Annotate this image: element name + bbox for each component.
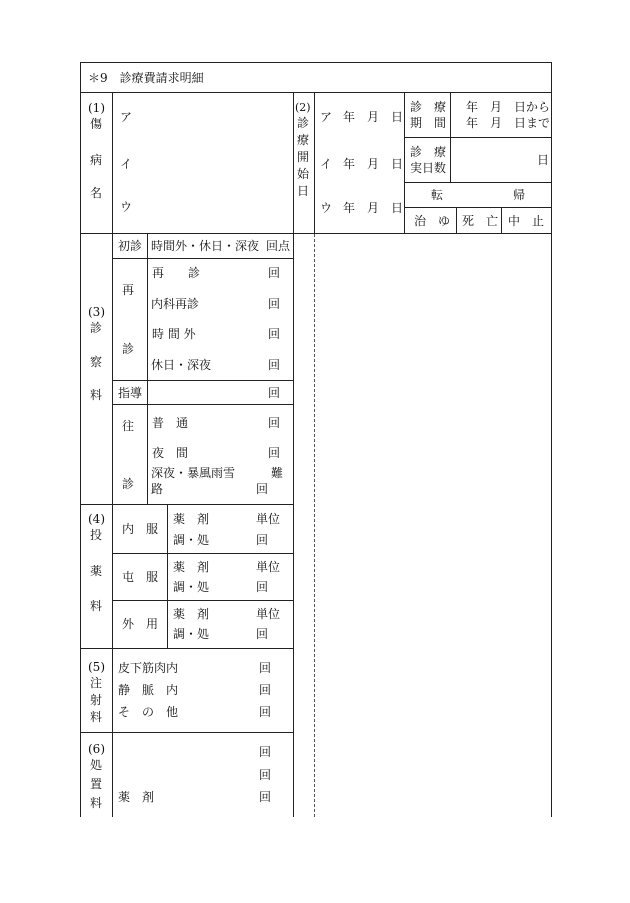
period-label: 期 間 (410, 116, 447, 130)
med-group-line1: 薬 剤 (173, 607, 210, 621)
treatment-unit[interactable]: 回 (259, 768, 272, 782)
injury-item-u[interactable]: ウ (120, 200, 133, 214)
home-visit-item-unit[interactable]: 回 (268, 446, 281, 460)
dashed-separator (314, 234, 315, 817)
injection-item: 皮下筋肉内 (118, 661, 179, 675)
med-group-unit1[interactable]: 単位 (256, 512, 281, 526)
date-row-month[interactable]: 月 (367, 201, 380, 215)
exam-fee-label-char: 察 (90, 355, 103, 369)
treatment-drug-label: 薬 剤 (118, 790, 155, 804)
injection-label-char: 料 (90, 710, 103, 724)
date-row-mark: ウ (320, 201, 333, 215)
date-row-year[interactable]: 年 (343, 110, 356, 124)
form-title: ＊9 診療費請求明細 (88, 71, 204, 85)
date-row-day[interactable]: 日 (391, 110, 404, 124)
med-group-label: 屯 服 (122, 570, 159, 584)
medication-label-char: 薬 (90, 564, 103, 578)
med-group-unit1[interactable]: 単位 (256, 560, 281, 574)
days-unit[interactable]: 日 (537, 153, 550, 167)
revisit-item: 休日・深夜 (151, 358, 212, 372)
med-group-unit2[interactable]: 回 (256, 580, 269, 594)
treatment-unit[interactable]: 回 (259, 790, 272, 804)
revisit-label-char: 再 (122, 283, 135, 297)
treatment-label-char: 料 (90, 796, 103, 810)
home-visit-item-line2: 路 (151, 482, 164, 496)
home-visit-item-unit[interactable]: 回 (268, 416, 281, 430)
injection-item-unit[interactable]: 回 (259, 661, 272, 675)
outcome-option-stopped[interactable]: 中 止 (508, 214, 545, 228)
start-date-label-char: 日 (297, 184, 310, 198)
first-visit-label: 初診 (118, 239, 143, 253)
first-visit-unit[interactable]: 回点 (266, 239, 291, 253)
treatment-label-char: 処 (90, 758, 103, 772)
revisit-label-char: 診 (122, 342, 135, 356)
exam-fee-label-char: 診 (90, 321, 103, 335)
revisit-item: 再 診 (152, 266, 201, 280)
date-row-year[interactable]: 年 (343, 201, 356, 215)
med-group-line1: 薬 剤 (173, 560, 210, 574)
outcome-option-cured[interactable]: 治 ゆ (414, 214, 451, 228)
days-label: 実日数 (410, 161, 447, 175)
injury-label-char: 名 (90, 186, 103, 200)
start-date-label-char: 開 (297, 150, 310, 164)
injection-item-unit[interactable]: 回 (259, 705, 272, 719)
med-group-unit2[interactable]: 回 (256, 627, 269, 641)
injection-item-unit[interactable]: 回 (259, 683, 272, 697)
guidance-unit[interactable]: 回 (268, 386, 281, 400)
date-row-year[interactable]: 年 (343, 157, 356, 171)
med-group-line2: 調・処 (173, 533, 210, 547)
revisit-item: 内科再診 (151, 297, 200, 311)
start-date-label-char: 始 (297, 167, 310, 181)
injection-item: そ の 他 (118, 705, 179, 719)
home-visit-item: 深夜・暴風雨雪 難 (151, 466, 284, 480)
date-row-month[interactable]: 月 (367, 157, 380, 171)
revisit-item: 時 間 外 (152, 327, 196, 341)
med-group-line2: 調・処 (173, 627, 210, 641)
med-group-label: 内 服 (122, 522, 159, 536)
exam-fee-label-num: (3) (88, 305, 105, 319)
date-row-day[interactable]: 日 (391, 157, 404, 171)
injury-item-i[interactable]: イ (120, 157, 133, 171)
injury-label-char: 病 (90, 153, 103, 167)
outcome-title: 転 (431, 188, 444, 202)
exam-fee-label-char: 料 (90, 388, 103, 402)
treatment-label-char: 置 (90, 777, 103, 791)
period-from[interactable]: 年 月 日から (466, 100, 551, 114)
home-visit-item: 夜 間 (152, 446, 189, 460)
guidance-label: 指導 (118, 386, 143, 400)
injection-label-char: 射 (90, 693, 103, 707)
home-visit-item: 普 通 (152, 416, 189, 430)
date-row-mark: イ (320, 157, 333, 171)
medication-label-char: 料 (90, 599, 103, 613)
med-group-line1: 薬 剤 (173, 512, 210, 526)
injection-label-num: (5) (88, 660, 105, 674)
injury-label-num: (1) (88, 101, 105, 115)
med-group-unit2[interactable]: 回 (256, 533, 269, 547)
medication-label-num: (4) (88, 512, 105, 526)
revisit-item-unit[interactable]: 回 (268, 266, 281, 280)
days-label: 診 療 (410, 145, 447, 159)
treatment-label-num: (6) (88, 742, 105, 756)
period-label: 診 療 (410, 100, 447, 114)
med-group-line2: 調・処 (173, 580, 210, 594)
date-row-month[interactable]: 月 (367, 110, 380, 124)
date-row-mark: ア (320, 110, 333, 124)
date-row-day[interactable]: 日 (391, 201, 404, 215)
revisit-item-unit[interactable]: 回 (268, 358, 281, 372)
start-date-label-char: 療 (297, 133, 310, 147)
home-visit-item-unit[interactable]: 回 (256, 482, 269, 496)
home-visit-label-char: 診 (122, 477, 135, 491)
injection-label-char: 注 (90, 676, 103, 690)
start-date-label-num: (2) (295, 101, 311, 114)
treatment-unit[interactable]: 回 (259, 745, 272, 759)
injection-item: 静 脈 内 (118, 683, 179, 697)
first-visit-detail: 時間外・休日・深夜 (151, 239, 260, 253)
medication-label-char: 投 (90, 528, 103, 542)
revisit-item-unit[interactable]: 回 (268, 327, 281, 341)
period-to[interactable]: 年 月 日まで (466, 116, 551, 130)
med-group-unit1[interactable]: 単位 (256, 607, 281, 621)
outcome-title: 帰 (513, 188, 526, 202)
injury-item-a[interactable]: ア (120, 110, 133, 124)
revisit-item-unit[interactable]: 回 (268, 297, 281, 311)
injury-label-char: 傷 (90, 117, 103, 131)
start-date-label-char: 診 (297, 116, 310, 130)
med-group-label: 外 用 (122, 617, 159, 631)
home-visit-label-char: 往 (122, 419, 135, 433)
outcome-option-died[interactable]: 死 亡 (462, 214, 499, 228)
